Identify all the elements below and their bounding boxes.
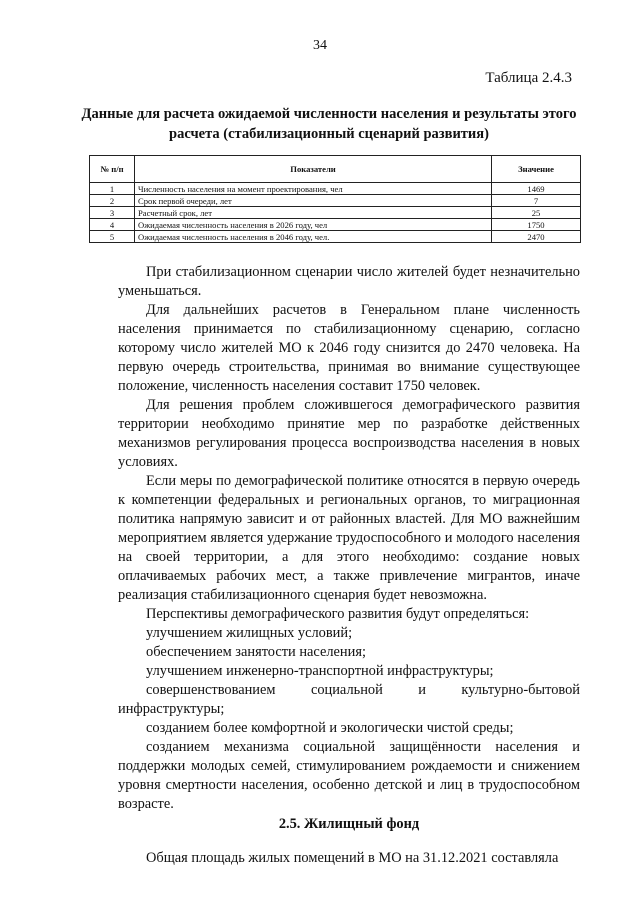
- list-item: созданием более комфортной и экологически чистой среды;: [146, 720, 514, 736]
- row-value: 1469: [492, 183, 581, 195]
- table-row: [90, 207, 581, 219]
- row-number: 1: [90, 183, 135, 195]
- header-number: № п/п: [90, 156, 135, 183]
- row-number: 4: [90, 219, 135, 231]
- row-indicator: Срок первой очереди, лет: [135, 195, 492, 207]
- table-header-row: [90, 156, 581, 183]
- table-row: [90, 195, 581, 207]
- list-item: обеспечением занятости населения;: [146, 644, 366, 660]
- table-row: [90, 183, 581, 195]
- header-value: Значение: [492, 156, 581, 183]
- paragraph: При стабилизационном сценарии число жителей будет незначительно уменьшаться.: [118, 264, 580, 299]
- paragraph: Перспективы демографического развития будут определяться:: [146, 606, 530, 622]
- paragraph: Для дальнейших расчетов в Генеральном плане численность населения принимается по стабилизационному сценарию, согласно которому число жителей МО к 2046 году снизится до 2470 человека. На первую очередь строительства, принимая во внимание существующее положение, численность населения составит 1750 человек.: [118, 302, 580, 394]
- row-indicator: Ожидаемая численность населения в 2046 году, чел.: [135, 231, 492, 243]
- section-heading: 2.5. Жилищный фонд: [278, 816, 420, 832]
- row-value: 1750: [492, 219, 581, 231]
- row-number: 5: [90, 231, 135, 243]
- data-table: [89, 155, 581, 243]
- row-indicator: Расчетный срок, лет: [135, 207, 492, 219]
- header-indicator: Показатели: [135, 156, 492, 183]
- table-label: Таблица 2.4.3: [485, 70, 572, 86]
- paragraph: Если меры по демографической политике относятся в первую очередь к компетенции федеральных и региональных органов, то миграционная политика напрямую зависит и от районных властей. Для МО важнейшим мероприятием является удержание трудоспособного и молодого населения на своей территории, а для этого необходимо: создание новых оплачиваемых рабочих мест, а также привлечение мигрантов, иначе реализация стабилизационного сценария будет невозможна.: [118, 473, 580, 603]
- paragraph: Для решения проблем сложившегося демографического развития территории необходимо принятие мер по разработке действенных механизмов регулирования процесса воспроизводства населения в новых условиях.: [118, 397, 580, 470]
- row-value: 25: [492, 207, 581, 219]
- page-number: 34: [313, 38, 327, 53]
- paragraph: Общая площадь жилых помещений в МО на 31.12.2021 составляла: [146, 850, 559, 866]
- row-value: 7: [492, 195, 581, 207]
- row-value: 2470: [492, 231, 581, 243]
- row-indicator: Численность населения на момент проектирования, чел: [135, 183, 492, 195]
- body-text: [118, 263, 580, 868]
- list-item: улучшением инженерно-транспортной инфраструктуры;: [146, 663, 494, 679]
- list-item: созданием механизма социальной защищённости населения и поддержки молодых семей, стимулированием рождаемости и снижением уровня смертности населения, особенно детской и лиц в трудоспособном возрасте.: [118, 739, 580, 812]
- row-number: 2: [90, 195, 135, 207]
- table-title: Данные для расчета ожидаемой численности населения и результаты этого расчета (стабилизационный сценарий развития): [81, 106, 577, 142]
- row-number: 3: [90, 207, 135, 219]
- list-item: улучшением жилищных условий;: [146, 625, 353, 641]
- row-indicator: Ожидаемая численность населения в 2026 году, чел: [135, 219, 492, 231]
- table-row: [90, 219, 581, 231]
- list-item: совершенствованием социальной и культурно-бытовой инфраструктуры;: [118, 682, 580, 717]
- table-row: [90, 231, 581, 243]
